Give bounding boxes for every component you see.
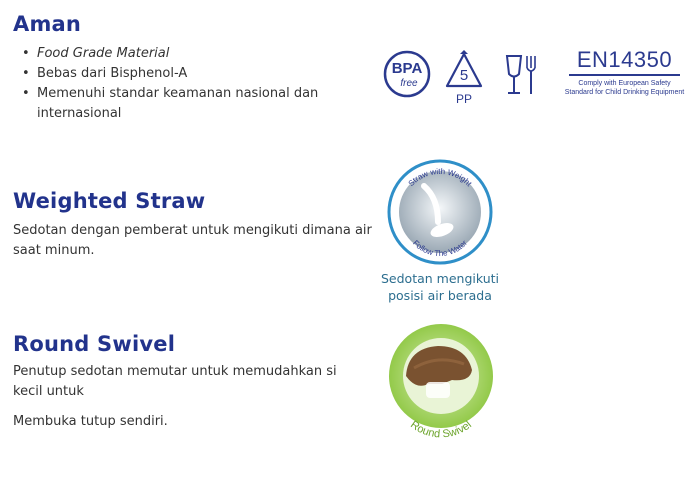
weighted-straw-caption — [378, 270, 502, 304]
en-standard-note-2: Standard for Child Drinking Equipment — [564, 88, 685, 96]
weighted-straw-badge-top-text: Straw with Weight — [406, 166, 474, 189]
round-swivel-note: Membuka tutup sendiri. — [13, 414, 168, 429]
recycle-material-label: PP — [455, 92, 473, 106]
recycle-number: 5 — [459, 67, 469, 84]
section-title-round-swivel: Round Swivel — [13, 332, 176, 356]
en14350-badge — [557, 48, 692, 97]
en-standard-code: EN14350 — [576, 47, 673, 72]
bpa-label: BPA — [391, 60, 423, 77]
bpa-free-label: free — [400, 78, 418, 89]
aman-feature-list — [22, 44, 342, 124]
round-swivel-badge-text: Round Swivel — [408, 418, 474, 441]
list-item: • Food Grade Material — [22, 44, 342, 64]
weighted-straw-badge-bottom-text: Follow The Water — [411, 238, 469, 259]
en-standard-note-1: Comply with European Safety — [578, 79, 671, 87]
food-safe-icon — [503, 52, 539, 98]
weighted-straw-caption-line-1: Sedotan mengikuti — [380, 271, 499, 286]
weighted-straw-caption-line-2: posisi air berada — [388, 288, 492, 303]
weighted-straw-description: Sedotan dengan pemberat untuk mengikuti dimana air saat minum. — [13, 223, 372, 258]
round-swivel-description: Penutup sedotan memutar untuk memudahkan si kecil untuk — [13, 364, 337, 399]
weighted-straw-badge — [386, 158, 494, 266]
round-swivel-badge — [386, 324, 496, 450]
bpa-free-icon — [383, 50, 431, 98]
recycle-pp-icon — [443, 50, 485, 106]
section-title-aman: Aman — [13, 12, 82, 36]
certification-icons — [380, 48, 700, 108]
list-item: • Memenuhi standar keamanan nasional dan internasional — [22, 84, 342, 124]
section-title-weighted-straw: Weighted Straw — [13, 189, 206, 213]
list-item: • Bebas dari Bisphenol-A — [22, 64, 342, 84]
